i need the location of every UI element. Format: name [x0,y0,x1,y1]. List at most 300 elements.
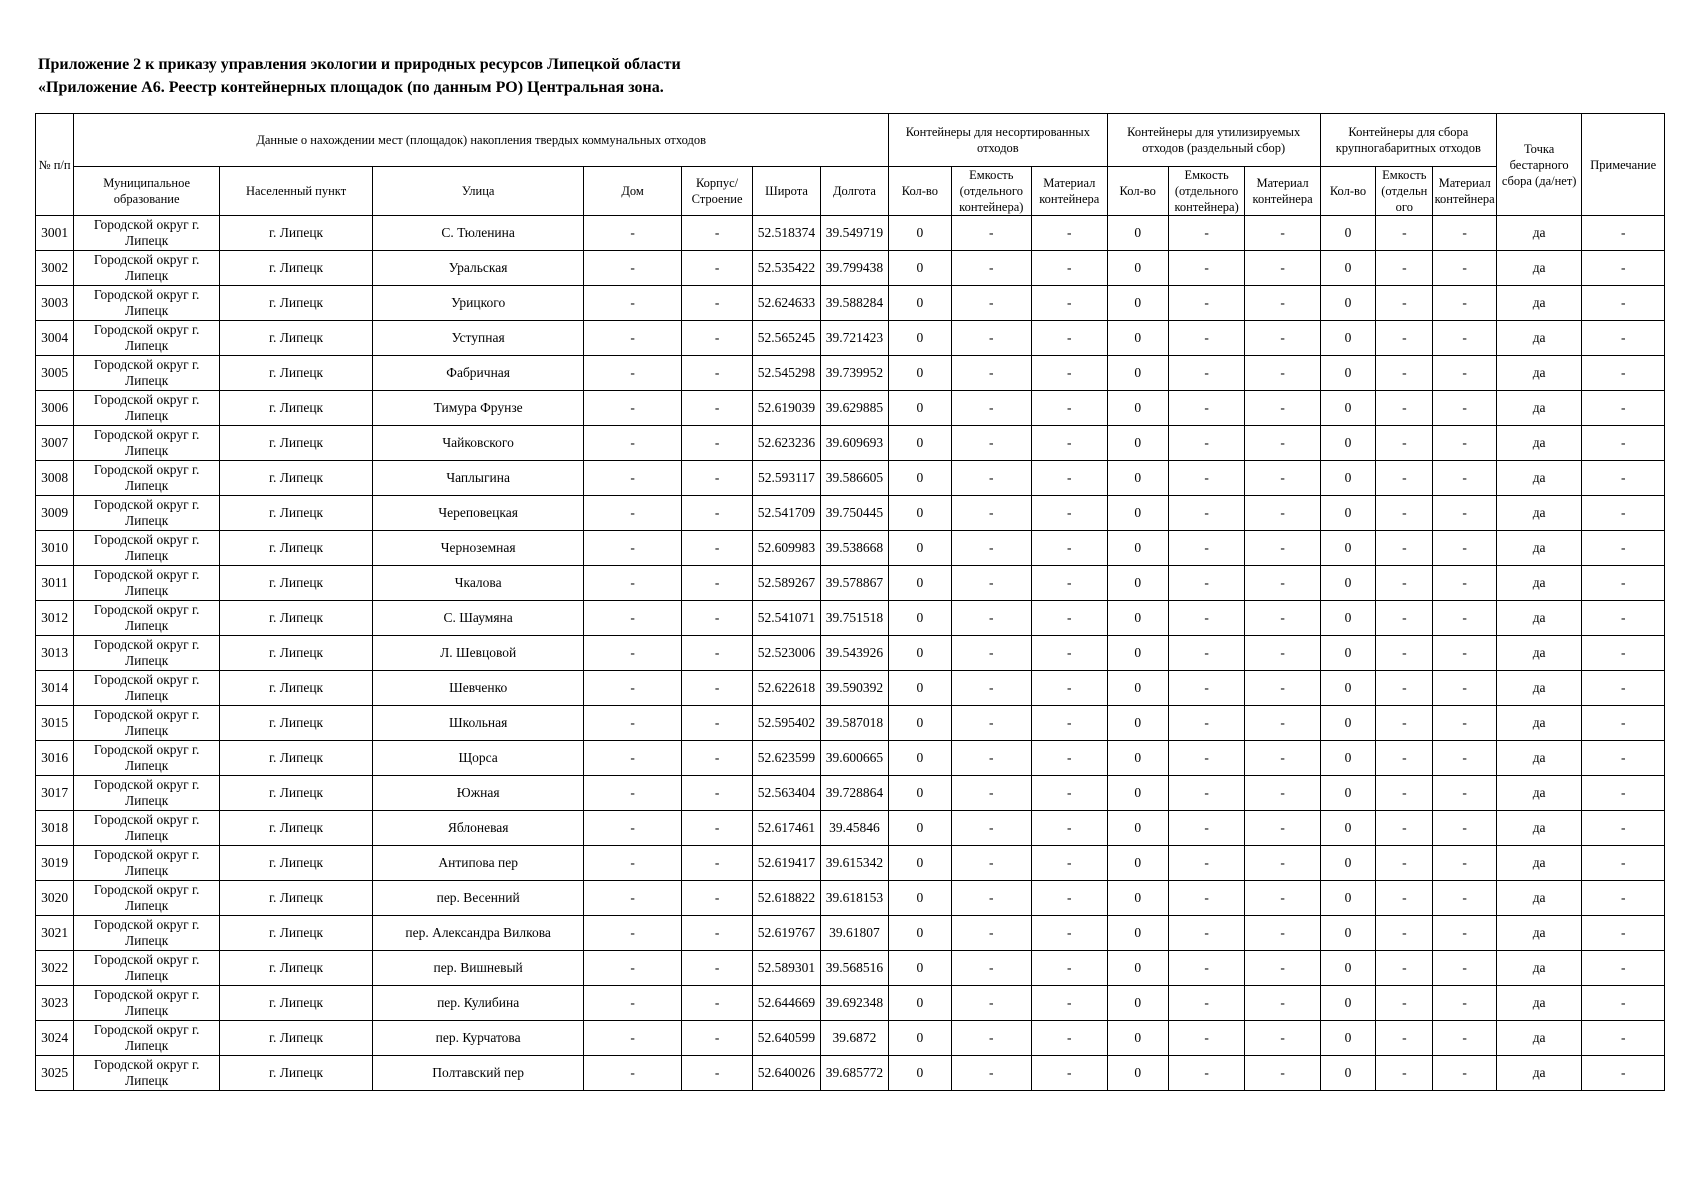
cell-bulky-count: 0 [1320,461,1375,496]
cell-unsorted-count: 0 [889,391,951,426]
cell-bulky-material: - [1433,741,1496,776]
cell-recyclable-count: 0 [1107,356,1168,391]
cell-bulky-count: 0 [1320,531,1375,566]
cell-unsorted-capacity: - [951,286,1031,321]
cell-unsorted-material: - [1032,496,1107,531]
cell-house: - [584,706,682,741]
cell-unsorted-capacity: - [951,566,1031,601]
cell-latitude: 52.609983 [753,531,820,566]
cell-bulky-count: 0 [1320,321,1375,356]
cell-latitude: 52.622618 [753,671,820,706]
cell-bagless: да [1496,846,1582,881]
cell-bulky-material: - [1433,321,1496,356]
cell-bulky-capacity: - [1376,321,1433,356]
cell-recyclable-material: - [1245,1021,1320,1056]
cell-unsorted-capacity: - [951,846,1031,881]
cell-num: 3009 [36,496,74,531]
cell-latitude: 52.640026 [753,1056,820,1091]
cell-bulky-capacity: - [1376,461,1433,496]
cell-bagless: да [1496,776,1582,811]
cell-bulky-count: 0 [1320,811,1375,846]
cell-settlement: г. Липецк [220,776,373,811]
cell-recyclable-count: 0 [1107,601,1168,636]
cell-recyclable-capacity: - [1168,636,1244,671]
cell-street: Чаплыгина [373,461,584,496]
cell-bagless: да [1496,216,1582,251]
cell-longitude: 39.609693 [820,426,889,461]
header-unsorted-material: Материал контейнера [1032,167,1107,216]
cell-recyclable-material: - [1245,776,1320,811]
cell-house: - [584,601,682,636]
cell-latitude: 52.624633 [753,286,820,321]
cell-house: - [584,916,682,951]
cell-building: - [681,251,752,286]
cell-num: 3021 [36,916,74,951]
cell-recyclable-capacity: - [1168,846,1244,881]
cell-unsorted-capacity: - [951,986,1031,1021]
cell-bulky-count: 0 [1320,391,1375,426]
cell-house: - [584,1021,682,1056]
header-bulky-group: Контейнеры для сбора крупногабаритных отходов [1320,114,1496,167]
cell-street: пер. Александра Вилкова [373,916,584,951]
header-bulky-capacity: Емкость (отдельн ого [1376,167,1433,216]
cell-recyclable-material: - [1245,286,1320,321]
cell-unsorted-capacity: - [951,741,1031,776]
cell-building: - [681,811,752,846]
cell-note: - [1582,216,1665,251]
cell-house: - [584,391,682,426]
cell-house: - [584,846,682,881]
cell-unsorted-material: - [1032,846,1107,881]
cell-recyclable-capacity: - [1168,706,1244,741]
cell-bulky-count: 0 [1320,846,1375,881]
header-recyclable-material: Материал контейнера [1245,167,1320,216]
cell-latitude: 52.541071 [753,601,820,636]
cell-recyclable-material: - [1245,251,1320,286]
table-row [36,846,1665,881]
cell-latitude: 52.545298 [753,356,820,391]
header-unsorted-capacity: Емкость (отдельного контейнера) [951,167,1031,216]
cell-recyclable-count: 0 [1107,426,1168,461]
cell-unsorted-count: 0 [889,671,951,706]
cell-bulky-material: - [1433,811,1496,846]
cell-bulky-material: - [1433,286,1496,321]
table-row [36,1021,1665,1056]
cell-building: - [681,951,752,986]
cell-latitude: 52.518374 [753,216,820,251]
cell-longitude: 39.578867 [820,566,889,601]
cell-latitude: 52.619417 [753,846,820,881]
cell-num: 3011 [36,566,74,601]
cell-unsorted-capacity: - [951,321,1031,356]
cell-municipality: Городской округ г. Липецк [74,881,220,916]
cell-bulky-count: 0 [1320,1056,1375,1091]
cell-unsorted-material: - [1032,251,1107,286]
cell-num: 3017 [36,776,74,811]
cell-unsorted-material: - [1032,1021,1107,1056]
cell-note: - [1582,391,1665,426]
cell-settlement: г. Липецк [220,496,373,531]
cell-unsorted-capacity: - [951,426,1031,461]
header-location-group: Данные о нахождении мест (площадок) накопления твердых коммунальных отходов [74,114,889,167]
cell-settlement: г. Липецк [220,601,373,636]
cell-bulky-capacity: - [1376,601,1433,636]
cell-recyclable-capacity: - [1168,461,1244,496]
cell-bulky-material: - [1433,461,1496,496]
cell-bulky-capacity: - [1376,356,1433,391]
cell-bulky-material: - [1433,566,1496,601]
cell-settlement: г. Липецк [220,636,373,671]
cell-unsorted-count: 0 [889,741,951,776]
cell-recyclable-capacity: - [1168,811,1244,846]
cell-recyclable-count: 0 [1107,391,1168,426]
cell-longitude: 39.586605 [820,461,889,496]
cell-unsorted-material: - [1032,986,1107,1021]
cell-municipality: Городской округ г. Липецк [74,636,220,671]
cell-recyclable-capacity: - [1168,986,1244,1021]
cell-unsorted-count: 0 [889,811,951,846]
cell-recyclable-material: - [1245,496,1320,531]
cell-recyclable-material: - [1245,461,1320,496]
cell-house: - [584,496,682,531]
table-row [36,881,1665,916]
cell-recyclable-material: - [1245,601,1320,636]
cell-bulky-count: 0 [1320,671,1375,706]
cell-unsorted-count: 0 [889,986,951,1021]
cell-bulky-count: 0 [1320,216,1375,251]
cell-bulky-material: - [1433,531,1496,566]
cell-latitude: 52.541709 [753,496,820,531]
cell-longitude: 39.692348 [820,986,889,1021]
cell-longitude: 39.588284 [820,286,889,321]
cell-longitude: 39.549719 [820,216,889,251]
cell-bulky-material: - [1433,776,1496,811]
cell-unsorted-count: 0 [889,601,951,636]
cell-longitude: 39.600665 [820,741,889,776]
table-row [36,916,1665,951]
cell-note: - [1582,671,1665,706]
cell-settlement: г. Липецк [220,671,373,706]
cell-recyclable-count: 0 [1107,741,1168,776]
cell-unsorted-material: - [1032,706,1107,741]
table-row [36,251,1665,286]
table-row [36,496,1665,531]
header-street: Улица [373,167,584,216]
cell-settlement: г. Липецк [220,216,373,251]
cell-unsorted-capacity: - [951,496,1031,531]
cell-bulky-capacity: - [1376,391,1433,426]
cell-municipality: Городской округ г. Липецк [74,356,220,391]
cell-recyclable-count: 0 [1107,566,1168,601]
cell-num: 3006 [36,391,74,426]
cell-municipality: Городской округ г. Липецк [74,461,220,496]
cell-street: С. Тюленина [373,216,584,251]
cell-house: - [584,776,682,811]
cell-recyclable-material: - [1245,881,1320,916]
table-row [36,286,1665,321]
cell-municipality: Городской округ г. Липецк [74,601,220,636]
cell-bulky-capacity: - [1376,776,1433,811]
cell-num: 3015 [36,706,74,741]
cell-municipality: Городской округ г. Липецк [74,321,220,356]
cell-bagless: да [1496,1021,1582,1056]
cell-latitude: 52.640599 [753,1021,820,1056]
header-bulky-count: Кол-во [1320,167,1375,216]
cell-building: - [681,531,752,566]
cell-bulky-count: 0 [1320,986,1375,1021]
cell-num: 3016 [36,741,74,776]
cell-num: 3020 [36,881,74,916]
cell-bulky-count: 0 [1320,356,1375,391]
cell-building: - [681,986,752,1021]
cell-street: Шевченко [373,671,584,706]
cell-unsorted-count: 0 [889,216,951,251]
cell-recyclable-material: - [1245,566,1320,601]
cell-municipality: Городской округ г. Липецк [74,426,220,461]
cell-building: - [681,461,752,496]
cell-note: - [1582,881,1665,916]
cell-street: С. Шаумяна [373,601,584,636]
cell-recyclable-material: - [1245,426,1320,461]
cell-recyclable-material: - [1245,1056,1320,1091]
cell-street: пер. Курчатова [373,1021,584,1056]
cell-settlement: г. Липецк [220,356,373,391]
cell-municipality: Городской округ г. Липецк [74,216,220,251]
cell-building: - [681,916,752,951]
cell-municipality: Городской округ г. Липецк [74,706,220,741]
cell-longitude: 39.751518 [820,601,889,636]
cell-municipality: Городской округ г. Липецк [74,776,220,811]
cell-municipality: Городской округ г. Липецк [74,1056,220,1091]
cell-municipality: Городской округ г. Липецк [74,496,220,531]
cell-recyclable-count: 0 [1107,986,1168,1021]
cell-recyclable-material: - [1245,216,1320,251]
cell-note: - [1582,251,1665,286]
cell-bulky-count: 0 [1320,496,1375,531]
table-row [36,566,1665,601]
cell-unsorted-material: - [1032,881,1107,916]
cell-street: Школьная [373,706,584,741]
cell-unsorted-count: 0 [889,916,951,951]
cell-bulky-count: 0 [1320,741,1375,776]
cell-num: 3013 [36,636,74,671]
title-line-2: «Приложение А6. Реестр контейнерных площадок (по данным РО) Центральная зона. [38,79,664,96]
cell-bulky-material: - [1433,601,1496,636]
table-row [36,811,1665,846]
cell-recyclable-capacity: - [1168,216,1244,251]
table-row [36,706,1665,741]
cell-note: - [1582,951,1665,986]
cell-building: - [681,496,752,531]
cell-bagless: да [1496,671,1582,706]
cell-note: - [1582,356,1665,391]
cell-unsorted-count: 0 [889,426,951,461]
cell-municipality: Городской округ г. Липецк [74,1021,220,1056]
cell-note: - [1582,1021,1665,1056]
cell-municipality: Городской округ г. Липецк [74,916,220,951]
cell-longitude: 39.568516 [820,951,889,986]
header-unsorted-group: Контейнеры для несортированных отходов [889,114,1107,167]
cell-municipality: Городской округ г. Липецк [74,391,220,426]
cell-bagless: да [1496,601,1582,636]
cell-bulky-count: 0 [1320,426,1375,461]
cell-settlement: г. Липецк [220,286,373,321]
cell-bagless: да [1496,811,1582,846]
cell-recyclable-count: 0 [1107,216,1168,251]
cell-bagless: да [1496,286,1582,321]
cell-recyclable-count: 0 [1107,251,1168,286]
cell-bagless: да [1496,496,1582,531]
cell-street: Л. Шевцовой [373,636,584,671]
cell-bulky-capacity: - [1376,426,1433,461]
cell-longitude: 39.728864 [820,776,889,811]
cell-note: - [1582,601,1665,636]
cell-bulky-count: 0 [1320,916,1375,951]
cell-recyclable-material: - [1245,706,1320,741]
cell-municipality: Городской округ г. Липецк [74,566,220,601]
cell-recyclable-capacity: - [1168,496,1244,531]
cell-bulky-material: - [1433,706,1496,741]
cell-note: - [1582,531,1665,566]
cell-bulky-material: - [1433,881,1496,916]
header-num: № п/п [36,114,74,216]
cell-settlement: г. Липецк [220,1056,373,1091]
cell-latitude: 52.589267 [753,566,820,601]
cell-bulky-capacity: - [1376,986,1433,1021]
cell-longitude: 39.587018 [820,706,889,741]
cell-street: Череповецкая [373,496,584,531]
cell-note: - [1582,566,1665,601]
cell-bulky-material: - [1433,496,1496,531]
cell-recyclable-capacity: - [1168,1021,1244,1056]
cell-unsorted-capacity: - [951,251,1031,286]
cell-municipality: Городской округ г. Липецк [74,531,220,566]
cell-longitude: 39.750445 [820,496,889,531]
cell-bagless: да [1496,356,1582,391]
cell-recyclable-capacity: - [1168,566,1244,601]
cell-recyclable-count: 0 [1107,881,1168,916]
cell-recyclable-capacity: - [1168,671,1244,706]
cell-street: пер. Весенний [373,881,584,916]
cell-building: - [681,776,752,811]
cell-house: - [584,356,682,391]
cell-num: 3019 [36,846,74,881]
cell-house: - [584,286,682,321]
cell-unsorted-count: 0 [889,356,951,391]
cell-num: 3025 [36,1056,74,1091]
cell-unsorted-count: 0 [889,251,951,286]
cell-bulky-material: - [1433,216,1496,251]
cell-recyclable-capacity: - [1168,426,1244,461]
cell-unsorted-capacity: - [951,671,1031,706]
cell-settlement: г. Липецк [220,811,373,846]
cell-latitude: 52.535422 [753,251,820,286]
cell-recyclable-count: 0 [1107,706,1168,741]
cell-num: 3001 [36,216,74,251]
cell-building: - [681,391,752,426]
cell-unsorted-material: - [1032,671,1107,706]
cell-latitude: 52.623236 [753,426,820,461]
cell-recyclable-material: - [1245,356,1320,391]
cell-note: - [1582,321,1665,356]
cell-bagless: да [1496,1056,1582,1091]
cell-building: - [681,426,752,461]
cell-unsorted-count: 0 [889,951,951,986]
cell-bulky-count: 0 [1320,566,1375,601]
cell-house: - [584,881,682,916]
cell-longitude: 39.721423 [820,321,889,356]
cell-building: - [681,706,752,741]
cell-street: Полтавский пер [373,1056,584,1091]
cell-house: - [584,636,682,671]
header-building: Корпус/ Строение [681,167,752,216]
cell-building: - [681,1021,752,1056]
cell-unsorted-capacity: - [951,216,1031,251]
cell-unsorted-capacity: - [951,601,1031,636]
cell-longitude: 39.799438 [820,251,889,286]
cell-latitude: 52.619767 [753,916,820,951]
cell-unsorted-material: - [1032,531,1107,566]
cell-settlement: г. Липецк [220,321,373,356]
cell-settlement: г. Липецк [220,706,373,741]
table-row [36,601,1665,636]
cell-building: - [681,566,752,601]
cell-bulky-material: - [1433,1056,1496,1091]
header-municipality: Муниципальное образование [74,167,220,216]
header-bagless: Точка бестарного сбора (да/нет) [1496,114,1582,216]
cell-recyclable-material: - [1245,531,1320,566]
cell-street: Чкалова [373,566,584,601]
cell-unsorted-material: - [1032,811,1107,846]
cell-unsorted-material: - [1032,1056,1107,1091]
cell-note: - [1582,496,1665,531]
cell-note: - [1582,286,1665,321]
cell-bulky-capacity: - [1376,286,1433,321]
table-row [36,356,1665,391]
cell-unsorted-count: 0 [889,531,951,566]
cell-bulky-capacity: - [1376,916,1433,951]
table-row [36,321,1665,356]
cell-recyclable-capacity: - [1168,356,1244,391]
cell-recyclable-count: 0 [1107,496,1168,531]
cell-house: - [584,321,682,356]
cell-house: - [584,951,682,986]
cell-settlement: г. Липецк [220,251,373,286]
cell-num: 3018 [36,811,74,846]
cell-bagless: да [1496,426,1582,461]
cell-longitude: 39.618153 [820,881,889,916]
cell-bagless: да [1496,636,1582,671]
cell-bulky-capacity: - [1376,951,1433,986]
cell-street: Уступная [373,321,584,356]
cell-municipality: Городской округ г. Липецк [74,986,220,1021]
cell-unsorted-capacity: - [951,1056,1031,1091]
cell-unsorted-material: - [1032,321,1107,356]
cell-recyclable-material: - [1245,846,1320,881]
cell-bulky-material: - [1433,951,1496,986]
cell-street: Урицкого [373,286,584,321]
cell-unsorted-count: 0 [889,636,951,671]
cell-building: - [681,216,752,251]
cell-note: - [1582,706,1665,741]
cell-settlement: г. Липецк [220,916,373,951]
cell-bulky-capacity: - [1376,531,1433,566]
cell-longitude: 39.685772 [820,1056,889,1091]
cell-street: Черноземная [373,531,584,566]
cell-unsorted-material: - [1032,951,1107,986]
cell-bulky-count: 0 [1320,251,1375,286]
cell-num: 3014 [36,671,74,706]
